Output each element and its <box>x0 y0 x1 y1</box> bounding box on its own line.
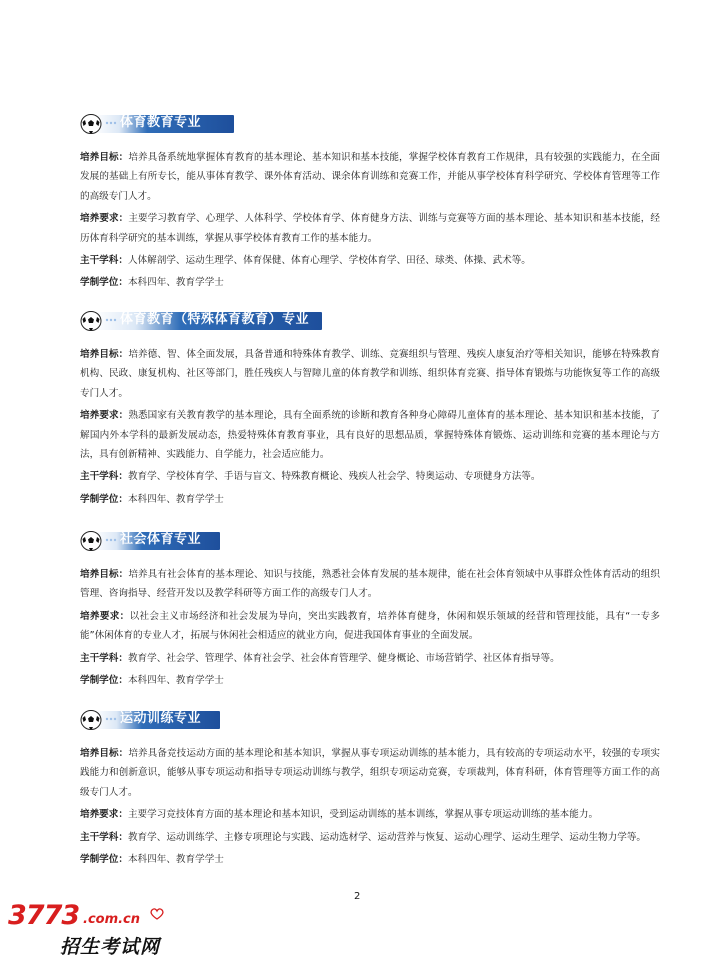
paragraph-label: 培养目标： <box>80 349 129 360</box>
paragraph-requirement <box>80 406 660 464</box>
paragraph-requirement <box>80 805 660 824</box>
decor-dots-icon <box>105 318 117 322</box>
paragraph-label: 主干学科： <box>80 471 128 483</box>
paragraph-label: 培养目标： <box>80 152 129 163</box>
paragraph-degree <box>80 671 660 690</box>
paragraph-main-subjects <box>80 467 660 486</box>
paragraph-label: 学制学位： <box>80 854 128 866</box>
paragraph-text: 以社会主义市场经济和社会发展为导向，突出实践教育，培养体育健身，休闲和娱乐领域的经营和管理技能，具有“一专多能”休闲体育的专业人才，拓展与休闲社会相适应的就业方向，促进我国体育事业的全面发展。 <box>80 610 661 642</box>
paragraph-degree <box>80 490 660 509</box>
paragraph-label: 培养目标： <box>80 748 129 759</box>
paragraph-label: 培养要求： <box>80 610 130 622</box>
soccer-ball-icon <box>80 311 102 331</box>
paragraph-text: 主要学习竞技体育方面的基本理论和基本知识，受到运动训练的基本训练，掌握从事专项运动训练的基本能力。 <box>127 809 599 821</box>
section-header <box>80 531 660 551</box>
decor-dots-icon <box>105 538 117 542</box>
paragraph-label: 培养目标： <box>80 569 129 580</box>
paragraph-text: 本科四年、教育学学士 <box>127 854 224 866</box>
heart-icon <box>150 908 164 920</box>
logo-number: 3773 <box>8 900 80 931</box>
paragraph-main-subjects <box>80 251 660 270</box>
watermark-logo <box>0 900 175 968</box>
paragraph-label: 主干学科： <box>80 831 128 843</box>
section-title: 运动训练专业 <box>120 711 202 726</box>
paragraph-text: 本科四年、教育学学士 <box>127 675 224 687</box>
paragraph-text: 教育学、学校体育学、手语与盲文、特殊教育概论、残疾人社会学、特奥运动、专项健身方法等。 <box>127 471 541 483</box>
paragraph-text: 教育学、社会学、管理学、体育社会学、社会体育管理学、健身概论、市场营销学、社区体育指导等。 <box>127 652 560 664</box>
paragraph-goal <box>80 744 660 802</box>
logo-slogan: 招生考试网 <box>60 936 161 958</box>
paragraph-label: 学制学位： <box>80 675 128 687</box>
paragraph-degree <box>80 273 660 292</box>
paragraph-requirement <box>80 607 660 646</box>
soccer-ball-icon <box>80 531 102 551</box>
paragraph-main-subjects <box>80 828 660 847</box>
paragraph-label: 学制学位： <box>80 493 128 505</box>
paragraph-text: 本科四年、教育学学士 <box>127 493 224 505</box>
decor-dots-icon <box>105 717 117 721</box>
paragraph-text: 教育学、运动训练学、主修专项理论与实践、运动选材学、运动营养与恢复、运动心理学、运动生理学、运动生物力学等。 <box>127 831 647 843</box>
paragraph-label: 主干学科： <box>80 652 128 664</box>
paragraph-goal <box>80 148 660 206</box>
paragraph-label: 培养要求： <box>80 410 129 422</box>
paragraph-text: 主要学习教育学、心理学、人体科学、学校体育学、体育健身方法、训练与竞赛等方面的基本理论、基本知识和基本技能，经历体育科学研究的基本训练，掌握从事学校体育教育工作的基本能力。 <box>80 213 661 244</box>
section-title: 社会体育专业 <box>120 532 202 547</box>
paragraph-text: 本科四年、教育学学士 <box>127 277 224 289</box>
page-number: 2 <box>354 891 361 902</box>
paragraph-label: 培养要求： <box>80 213 129 225</box>
section-social-sports <box>80 531 660 693</box>
paragraph-label: 主干学科： <box>80 255 128 267</box>
soccer-ball-icon <box>80 114 102 134</box>
paragraph-requirement <box>80 209 660 248</box>
paragraph-text: 培养具备系统地掌握体育教育的基本理论、基本知识和基本技能，掌握学校体育教育工作规律，具有较强的实践能力，在全面发展的基础上有所专长，能从事体育教学、课外体育活动、课余体育训练和竞赛工作，并能从事学校体育科学研究、学校体育管理等工作的高级专门人才。 <box>80 152 661 202</box>
paragraph-text: 培养具有社会体育的基本理论、知识与技能，熟悉社会体育发展的基本规律，能在社会体育领域中从事群众性体育活动的组织管理、咨询指导、经营开发以及教学科研等方面工作的高级专门人才。 <box>80 569 661 600</box>
section-title: 体育教育专业 <box>120 115 202 130</box>
paragraph-main-subjects <box>80 649 660 668</box>
paragraph-text: 培养具备竞技运动方面的基本理论和基本知识，掌握从事专项运动训练的基本能力，具有较高的专项运动水平，较强的专项实践能力和创新意识，能够从事专项运动和指导专项运动训练与教学，组织专项运动竞赛，专项裁判，体育科研，体育管理等方面工作的高级专门人才。 <box>80 748 661 798</box>
paragraph-text: 人体解剖学、运动生理学、体育保健、体育心理学、学校体育学、田径、球类、体操、武术等。 <box>127 255 531 267</box>
paragraph-goal <box>80 345 660 403</box>
paragraph-text: 培养德、智、体全面发展，具备普通和特殊体育教学、训练、竞赛组织与管理、残疾人康复治疗等相关知识，能够在特殊教育机构、民政、康复机构、社区等部门，胜任残疾人与智障儿童的体育教学和训练、组织体育竞赛、指导体育锻炼与功能恢复等工作的高级专门人才。 <box>80 349 661 399</box>
section-header <box>80 710 660 730</box>
decor-dots-icon <box>105 121 117 125</box>
section-title: 体育教育（特殊体育教育）专业 <box>120 312 310 327</box>
section-sports-training <box>80 710 660 872</box>
section-physical-education <box>80 114 660 296</box>
paragraph-label: 学制学位： <box>80 277 128 289</box>
paragraph-label: 培养要求： <box>80 809 128 821</box>
paragraph-degree <box>80 850 660 869</box>
logo-domain: .com.cn <box>83 912 141 927</box>
section-special-physical-education <box>80 311 660 512</box>
paragraph-text: 熟悉国家有关教育教学的基本理论，具有全面系统的诊断和教育各种身心障碍儿童体育的基本理论、基本知识和基本技能，了解国内外本学科的最新发展动态，热爱特殊体育教育事业，具有良好的思想品质，掌握特殊体育锻炼、运动训练和竞赛的基本理论与方法，具有创新精神、实践能力、自学能力，社会适应能力。 <box>80 410 661 461</box>
paragraph-goal <box>80 565 660 604</box>
section-header <box>80 114 660 134</box>
soccer-ball-icon <box>80 710 102 730</box>
section-header <box>80 311 660 331</box>
